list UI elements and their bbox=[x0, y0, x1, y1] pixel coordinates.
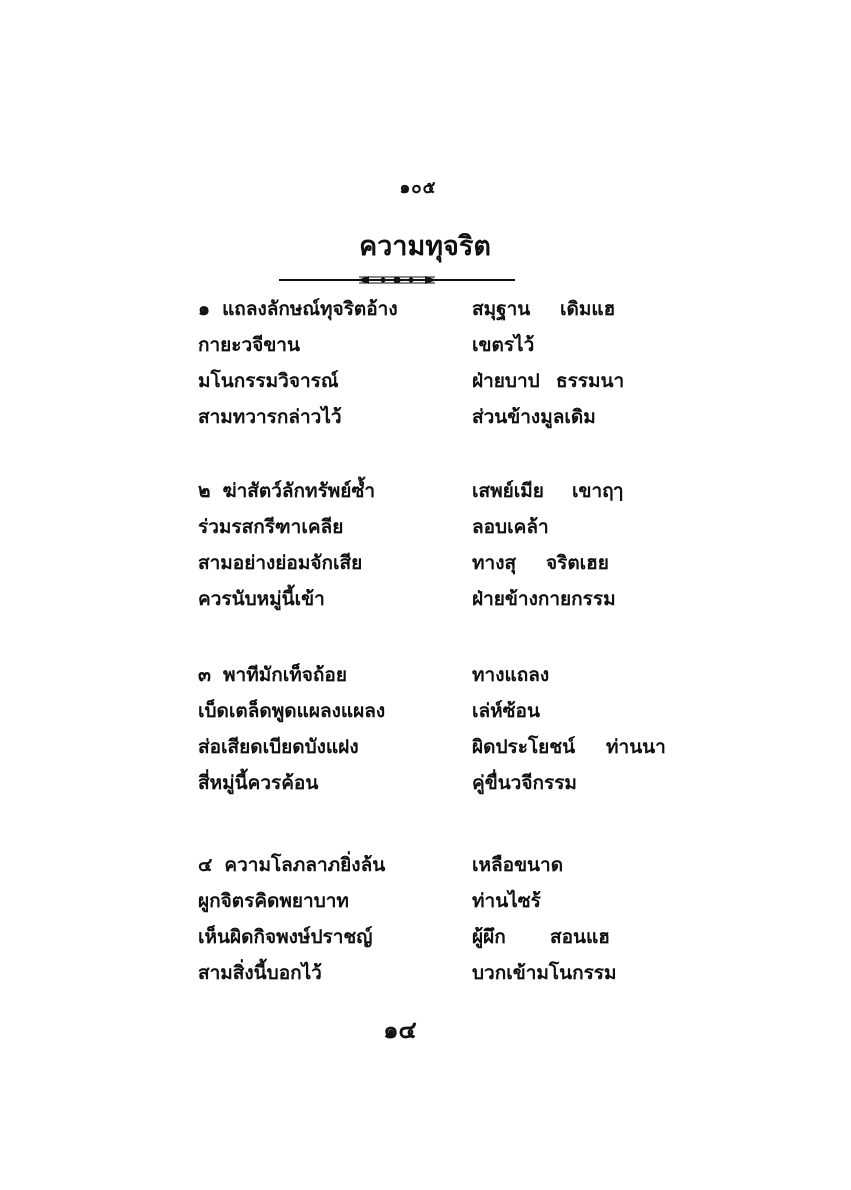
verse-line bbox=[198, 662, 678, 698]
verse-second-half: ส่วนข้างมูลเดิม bbox=[472, 406, 596, 428]
verse-line bbox=[198, 586, 678, 622]
verse-second-half: ผิดประโยชน์ bbox=[472, 736, 576, 758]
verse-line bbox=[198, 770, 678, 806]
stanza-number: ๓ bbox=[198, 664, 211, 686]
verse-ending: ท่านนา bbox=[606, 736, 666, 758]
stanza-number: ๔ bbox=[198, 854, 213, 876]
title-ornament-divider bbox=[279, 272, 515, 288]
verse-ending: จริตเฮย bbox=[546, 552, 609, 574]
verse-line bbox=[198, 698, 678, 734]
stanza-1 bbox=[198, 296, 678, 440]
verse-line bbox=[198, 514, 678, 550]
page-number-bottom: ๑๔ bbox=[383, 1016, 417, 1044]
verse-line bbox=[198, 924, 678, 960]
verse-line bbox=[198, 734, 678, 770]
verse-line bbox=[198, 332, 678, 368]
verse-ending: เดิมแฮ bbox=[560, 298, 616, 320]
verse-line bbox=[198, 852, 678, 888]
verse-ending: เขาฤๅ bbox=[572, 480, 623, 502]
verse-second-half: ลอบเคล้า bbox=[472, 516, 549, 538]
verse-first-half: สี่หมู่นี้ควรค้อน bbox=[198, 772, 319, 794]
verse-second-half: เล่ห์ซ้อน bbox=[472, 700, 540, 722]
verse-second-half: เขตรไว้ bbox=[472, 334, 535, 356]
verse-first-half: เบ็ดเตล็ดพูดแผลงแผลง bbox=[198, 700, 386, 722]
stanza-2 bbox=[198, 478, 678, 622]
stanza-number: ๑ bbox=[198, 298, 211, 320]
verse-first-half: ความโลภลาภยิ่งล้น bbox=[224, 854, 386, 876]
verse-second-half: คู่ขื่นวจีกรรม bbox=[472, 772, 577, 794]
verse-line bbox=[198, 368, 678, 404]
verse-second-half: ผู้ผึก bbox=[472, 926, 506, 948]
verse-line bbox=[198, 550, 678, 586]
stanza-number: ๒ bbox=[198, 480, 211, 502]
verse-first-half: ฆ่าสัตว์ลักทรัพย์ซ้ำ bbox=[222, 480, 376, 502]
verse-second-half: ฝ่ายข้างกายกรรม bbox=[472, 588, 616, 610]
verse-first-half: สามทวารกล่าวไว้ bbox=[198, 406, 342, 428]
verse-line bbox=[198, 404, 678, 440]
verse-line bbox=[198, 478, 678, 514]
verse-first-half: มโนกรรมวิจารณ์ bbox=[198, 370, 339, 392]
verse-second-half: ท่านไซร้ bbox=[472, 890, 541, 912]
verse-second-half: ฝ่ายบาป bbox=[472, 370, 540, 392]
verse-first-half: สามอย่างย่อมจักเสีย bbox=[198, 552, 363, 574]
verse-second-half: ทางแถลง bbox=[472, 664, 550, 686]
verse-second-half: บวกเข้ามโนกรรม bbox=[472, 962, 617, 984]
verse-line bbox=[198, 888, 678, 924]
verse-first-half: ร่วมรสกรีฑาเคลีย bbox=[198, 516, 344, 538]
verse-second-half: เหลือขนาด bbox=[472, 854, 564, 876]
verse-first-half: แถลงลักษณ์ทุจริตอ้าง bbox=[222, 298, 398, 320]
page-number-top: ๑๐๕ bbox=[399, 178, 437, 198]
stanza-3 bbox=[198, 662, 678, 806]
verse-first-half: พาทีมักเท็จถ้อย bbox=[223, 664, 347, 686]
verse-first-half: กายะวจีขาน bbox=[198, 334, 300, 356]
verse-first-half: ส่อเสียดเบียดบังแฝง bbox=[198, 736, 359, 758]
verse-second-half: เสพย์เมีย bbox=[472, 480, 544, 502]
verse-first-half: สามสิ่งนี้บอกไว้ bbox=[198, 962, 322, 984]
verse-second-half: สมุฐาน bbox=[472, 298, 531, 320]
verse-second-half: ทางสุ bbox=[472, 552, 517, 574]
verse-ending: สอนแฮ bbox=[550, 926, 610, 948]
verse-line bbox=[198, 296, 678, 332]
verse-first-half: ผูกจิตรคิดพยาบาท bbox=[198, 890, 349, 912]
verse-first-half: ควรนับหมู่นี้เข้า bbox=[198, 588, 325, 610]
stanza-4 bbox=[198, 852, 678, 996]
verse-line bbox=[198, 960, 678, 996]
verse-first-half: เห็นผิดกิจพงษ์ปราชญ์ bbox=[198, 926, 373, 948]
page-title: ความทุจริต bbox=[359, 231, 491, 262]
verse-ending: ธรรมนา bbox=[556, 370, 625, 392]
